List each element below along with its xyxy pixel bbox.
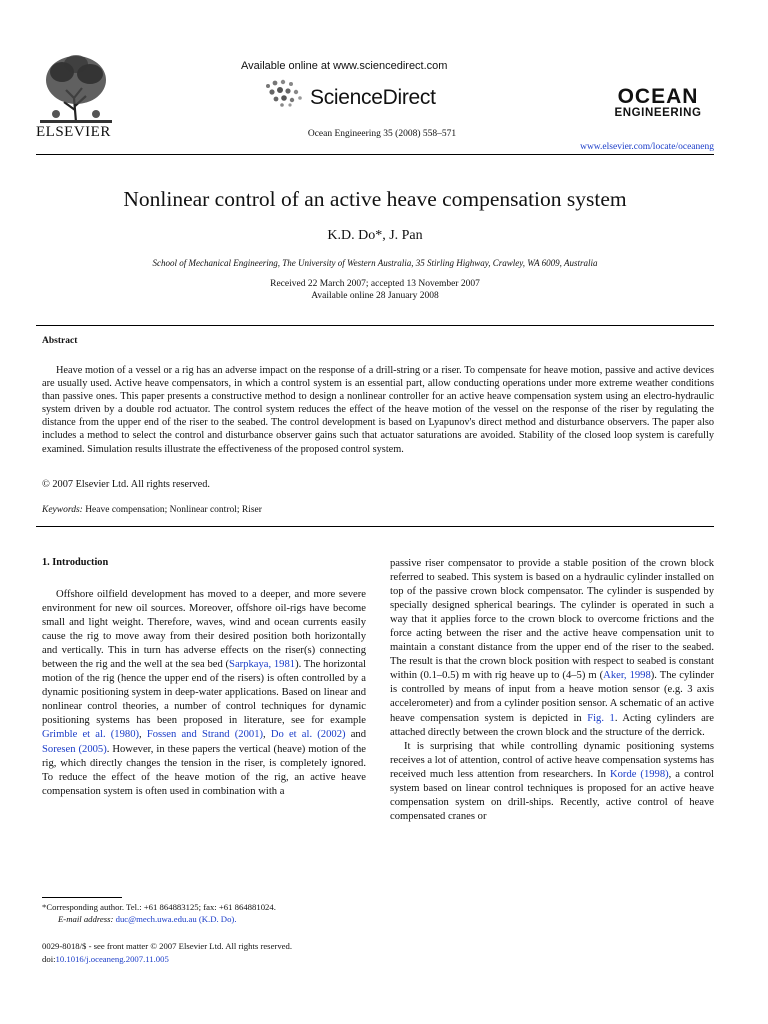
available-date: Available online 28 January 2008 (311, 291, 439, 301)
citation-link[interactable]: Sarpkaya, 1981 (229, 659, 296, 671)
intro-text: , a control system based on linear control techniques is proposed for an active heave compensation system on drill-ships. Recently, active control of heave compensated cranes or (390, 768, 714, 822)
abstract-heading: Abstract (42, 336, 78, 346)
article-title: Nonlinear control of an active heave compensation system (123, 187, 627, 211)
journal-logo-line2: ENGINEERING (614, 107, 702, 119)
intro-text: Offshore oilfield development has moved to a deeper, and more severe environment for new oil sources. Moreover, offshore oil-rigs have become small and light weight. Therefore, waves, wind and ocean currents easily cause the rig to move away from their desired position both horizontally and vertically. This in turn has adverse effects on the riser(s) connecting between the rig and the well at the sea bed ( (42, 589, 366, 671)
abstract-copyright: © 2007 Elsevier Ltd. All rights reserved. (42, 479, 210, 490)
intro-text: . However, in these papers the vertical (heave) motion of the rig, which directly changes the tension in the riser, is completely ignored. To reduce the effect of the heave motion of the rig, an active heave compensation system is often used in combination with a (42, 743, 366, 797)
intro-text: ). The cylinder is controlled by means of input from a heave motion sensor (e.g. 3 axis accelerometer) and from a cylinder position sensor. A schematic of an active heave compensation system is depicted in (390, 670, 714, 724)
abstract-top-divider (36, 325, 714, 326)
footnote-divider (42, 897, 122, 898)
email-label: E-mail address: (58, 914, 114, 924)
paragraph (390, 557, 714, 740)
author-affiliation: School of Mechanical Engineering, The University of Western Australia, 35 Stirling Highway, Crawley, WA 6009, Australia (152, 258, 598, 268)
doi-label: doi: (42, 954, 56, 964)
issn-line: 0029-8018/$ - see front matter © 2007 Elsevier Ltd. All rights reserved. (42, 941, 293, 951)
received-date: Received 22 March 2007; accepted 13 November 2007 (270, 279, 480, 289)
publisher-name: ELSEVIER (36, 124, 111, 140)
intro-text: passive riser compensator to provide a stable position of the crown block referred to seabed. This system is based on a hydraulic cylinder installed on top of the passive crown block compensator. The cylinder is suspended by specially designed spherical bearings. The cylinder is operated in such a way that it applies force to the crown block to overcome frictions and the force acting between the riser and the active heave compensation unit to maintain a constant distance from the upper end of the riser to the seabed. The result is that the crown block position with respect to seabed is constant within (0.1–0.5) m with rig heave up to (4–5) m ( (390, 558, 714, 682)
abstract-bottom-divider (36, 526, 714, 527)
figure-link[interactable]: Fig. 1 (587, 712, 615, 724)
intro-left-column (42, 588, 366, 799)
keywords-label: Keywords: (42, 505, 83, 515)
intro-text: ). The horizontal motion of the rig (hence the upper end of the risers) is often controlled by a dynamic positioning system in deep-water applications. Based on linear and nonlinear control theories, a number of control techniques for dynamic positioning systems has been proposed in literature, see for example (42, 659, 366, 727)
intro-text: It is surprising that while controlling dynamic positioning systems receives a lot of attention, control of active heave compensation systems has received much less attention from researchers. In (390, 740, 714, 780)
journal-url-link[interactable]: www.elsevier.com/locate/oceaneng (580, 142, 714, 152)
elsevier-tree-icon (36, 50, 116, 130)
citation-link[interactable]: Grimble et al. (1980) (42, 729, 140, 741)
intro-text: , (139, 729, 147, 741)
sciencedirect-wordmark: ScienceDirect (310, 86, 436, 109)
citation-link[interactable]: Fossen and Strand (2001) (146, 729, 264, 741)
intro-right-column (390, 557, 714, 824)
journal-reference: Ocean Engineering 35 (2008) 558–571 (307, 129, 457, 139)
header-divider (36, 154, 714, 155)
intro-text: , (263, 729, 271, 741)
sciencedirect-dots-icon (262, 78, 308, 108)
citation-link[interactable]: Korde (1998) (609, 768, 669, 780)
citation-link[interactable]: Do et al. (2002) (270, 729, 346, 741)
section-heading-introduction: 1. Introduction (42, 557, 109, 568)
doi-line (42, 954, 169, 964)
article-dates (36, 278, 714, 302)
available-online-note: Available online at www.sciencedirect.com (241, 60, 448, 72)
keywords-values: Heave compensation; Nonlinear control; Riser (85, 505, 262, 515)
email-note (58, 913, 237, 925)
doi-link[interactable]: 10.1016/j.oceaneng.2007.11.005 (55, 954, 169, 964)
intro-text: and (345, 729, 367, 741)
corresponding-author-note: *Corresponding author. Tel.: +61 864883125; fax: +61 864881024. (42, 902, 276, 912)
intro-text: . Acting cylinders are attached directly between the crown block and the structure of the derrick. (390, 712, 714, 738)
journal-logo-line1: OCEAN (617, 85, 699, 108)
article-authors: K.D. Do*, J. Pan (327, 228, 423, 243)
paragraph (390, 740, 714, 824)
journal-logo (602, 86, 714, 120)
keywords (42, 505, 262, 515)
citation-link[interactable]: Aker, 1998 (603, 670, 651, 682)
citation-link[interactable]: Soresen (2005) (42, 743, 107, 755)
email-link[interactable]: duc@mech.uwa.edu.au (K.D. Do). (115, 914, 237, 924)
abstract-text: Heave motion of a vessel or a rig has an adverse impact on the response of a drill-string or a riser. To compensate for heave motion, passive and active devices are usually used. Active heave compensators, in which a control system is an essential part, allow conducting operations under more extreme weather conditions than passive ones. This paper presents a constructive method to design a nonlinear controller for an active heave compensation system using an electro-hydraulic system driven by a double rod actuator. The control system reduces the effect of the heave motion of the vessel on the response of the riser by regulating the distance from the upper end of the riser to the seabed. The control development is based on Lyapunov's direct method and disturbance observers. The paper also includes a method to select the control and disturbance observer gains such that actuator saturations are avoided. Stability of the closed loop system is carefully examined. Simulation results illustrate the effectiveness of the proposed control system. (42, 365, 714, 455)
